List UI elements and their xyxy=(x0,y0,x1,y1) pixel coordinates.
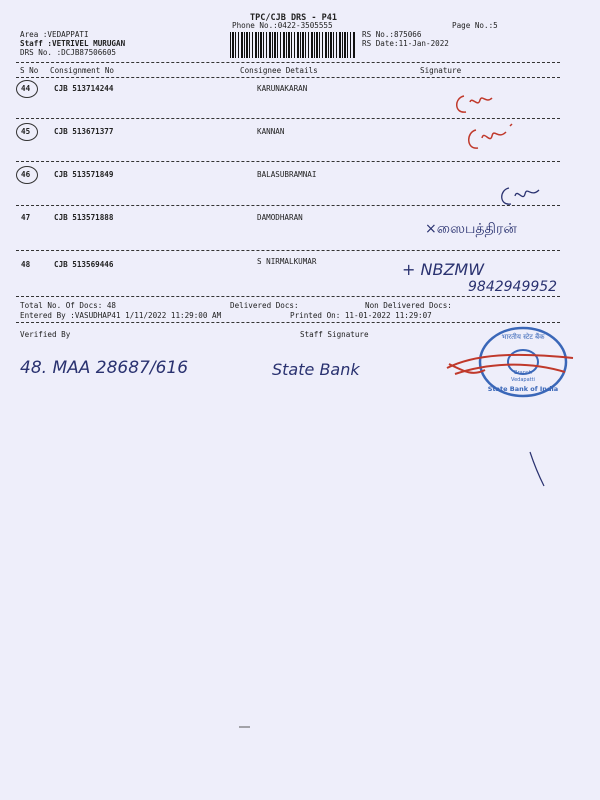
barcode xyxy=(230,32,356,58)
pen-mark xyxy=(528,450,548,490)
delivered-docs: Delivered Docs: xyxy=(230,301,299,310)
total-docs: Total No. Of Docs: 48 xyxy=(20,301,117,310)
signature-row48: + NBZMW xyxy=(402,260,485,279)
stamp-place: Vedapatti xyxy=(511,377,535,383)
verified-note: 48. MAA 28687/616 xyxy=(20,358,189,378)
col-header-sno: S No xyxy=(20,66,39,75)
divider xyxy=(16,205,560,206)
non-delivered-docs: Non Delivered Docs: xyxy=(365,301,452,310)
row-consignment: CJB 513714244 xyxy=(54,84,114,93)
signature-row45 xyxy=(462,120,522,160)
signature-row47: ×ஸைபத்திரன் xyxy=(425,221,517,237)
row-sno: 45 xyxy=(21,127,31,136)
phone-note-row48: 9842949952 xyxy=(468,279,558,295)
staff-note: State Bank xyxy=(272,360,360,379)
area: Area :VEDAPPATI xyxy=(20,30,89,39)
signature-row46 xyxy=(495,182,555,210)
row-consignee: S NIRMALKUMAR xyxy=(257,257,317,266)
row-consignment: CJB 513671377 xyxy=(54,127,114,136)
rs-number: RS No.:875066 xyxy=(362,30,422,39)
row-sno: 48 xyxy=(21,260,31,269)
row-consignment: CJB 513571888 xyxy=(54,213,114,222)
staff-name: Staff :VETRIVEL MURUGAN xyxy=(20,39,126,48)
verified-by-label: Verified By xyxy=(20,330,71,339)
divider xyxy=(16,250,560,251)
divider xyxy=(16,161,560,162)
page-number: Page No.:5 xyxy=(452,21,498,30)
col-header-consignee: Consignee Details xyxy=(240,66,318,75)
pen-mark xyxy=(238,724,252,730)
col-header-consignment: Consignment No xyxy=(50,66,115,75)
red-cross-signature xyxy=(445,350,575,380)
row-consignee: DAMODHARAN xyxy=(257,213,303,222)
phone-number: Phone No.:0422-3505555 xyxy=(232,21,333,30)
col-header-signature: Signature xyxy=(420,66,462,75)
signature-row44 xyxy=(452,92,502,122)
divider xyxy=(16,77,560,78)
rs-date: RS Date:11-Jan-2022 xyxy=(362,39,449,48)
row-consignee: KANNAN xyxy=(257,127,285,136)
row-sno: 44 xyxy=(21,84,31,93)
drs-number: DRS No. :DCJB87506605 xyxy=(20,48,117,57)
row-consignee: BALASUBRAMNAI xyxy=(257,170,317,179)
divider xyxy=(16,322,560,323)
staff-signature-label: Staff Signature xyxy=(300,330,369,339)
row-sno: 47 xyxy=(21,213,31,222)
stamp-branch: Branch xyxy=(514,370,532,376)
stamp-top-text: भारतीय स्टेट बैंक xyxy=(501,333,545,341)
document-title: TPC/CJB DRS - P41 xyxy=(250,13,337,23)
row-sno: 46 xyxy=(21,170,31,179)
row-consignment: CJB 513571849 xyxy=(54,170,114,179)
divider xyxy=(16,62,560,63)
stamp-bottom-text: State Bank of India xyxy=(487,385,559,393)
divider xyxy=(16,296,560,297)
row-consignment: CJB 513569446 xyxy=(54,260,114,269)
entered-by: Entered By :VASUDHAP41 1/11/2022 11:29:00 AM xyxy=(20,311,222,320)
printed-on: Printed On: 11-01-2022 11:29:07 xyxy=(290,311,432,320)
row-consignee: KARUNAKARAN xyxy=(257,84,308,93)
